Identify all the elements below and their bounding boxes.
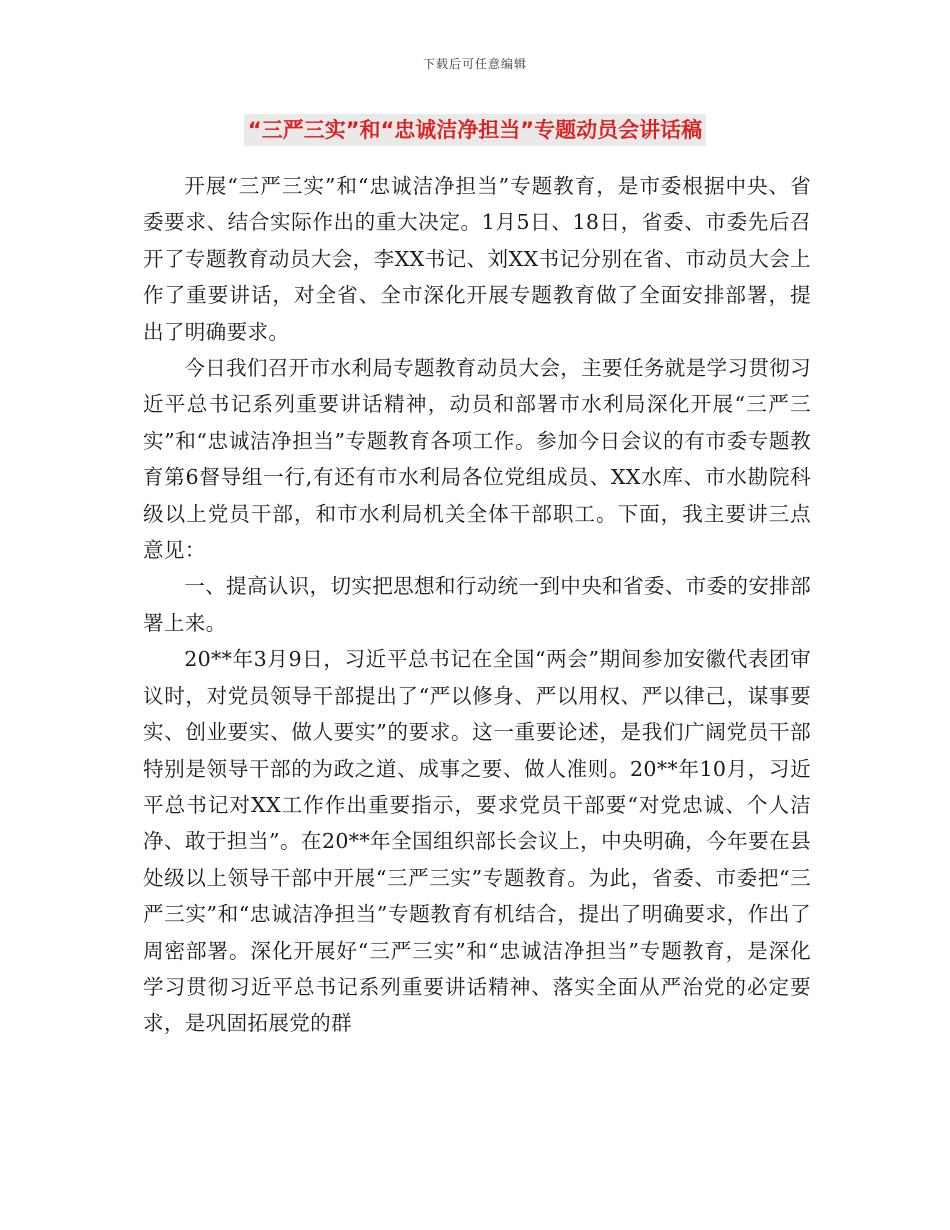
paragraph: 一、提高认识，切实把思想和行动统一到中央和省委、市委的安排部署上来。 bbox=[143, 574, 811, 635]
document-title: “三严三实”和“忠诚洁净担当”专题动员会讲话稿 bbox=[244, 114, 706, 146]
paragraph: 开展“三严三实”和“忠诚洁净担当”专题教育，是市委根据中央、省委要求、结合实际作出的重大决定。1月5日、18日，省委、市委先后召开了专题教育动员大会，李XX书记、刘XX书记分别在省、市动员大会上作了重要讲话，对全省、全市深化开展专题教育做了全面安排部署，提出了明确要求。 bbox=[143, 174, 811, 344]
paragraph: 20**年3月9日，习近平总书记在全国“两会”期间参加安徽代表团审议时，对党员领导干部提出了“严以修身、严以用权、严以律己，谋事要实、创业要实、做人要实”的要求。这一重要论述，是我们广阔党员干部特别是领导干部的为政之道、成事之要、做人准则。20**年10月，习近平总书记对XX工作作出重要指示，要求党员干部要“对党忠诚、个人洁净、敢于担当”。在20**年全国组织部长会议上，中央明确，今年要在县处级以上领导干部中开展“三严三实”专题教育。为此，省委、市委把“三严三实”和“忠诚洁净担当”专题教育有机结合，提出了明确要求，作出了周密部署。深化开展好“三严三实”和“忠诚洁净担当”专题教育，是深化学习贯彻习近平总书记系列重要讲话精神、落实全面从严治党的必定要求，是巩固拓展党的群 bbox=[143, 647, 811, 1036]
document-body bbox=[143, 168, 811, 1042]
document-title-wrapper bbox=[0, 114, 950, 146]
header-note: 下载后可任意编辑 bbox=[422, 57, 527, 71]
paragraph: 今日我们召开市水利局专题教育动员大会，主要任务就是学习贯彻习近平总书记系列重要讲话精神，动员和部署市水利局深化开展“三严三实”和“忠诚洁净担当”专题教育各项工作。参加今日会议的有市委专题教育第6督导组一行,有还有市水利局各位党组成员、XX水库、市水勘院科级以上党员干部，和市水利局机关全体干部职工。下面，我主要讲三点意见： bbox=[143, 356, 811, 563]
